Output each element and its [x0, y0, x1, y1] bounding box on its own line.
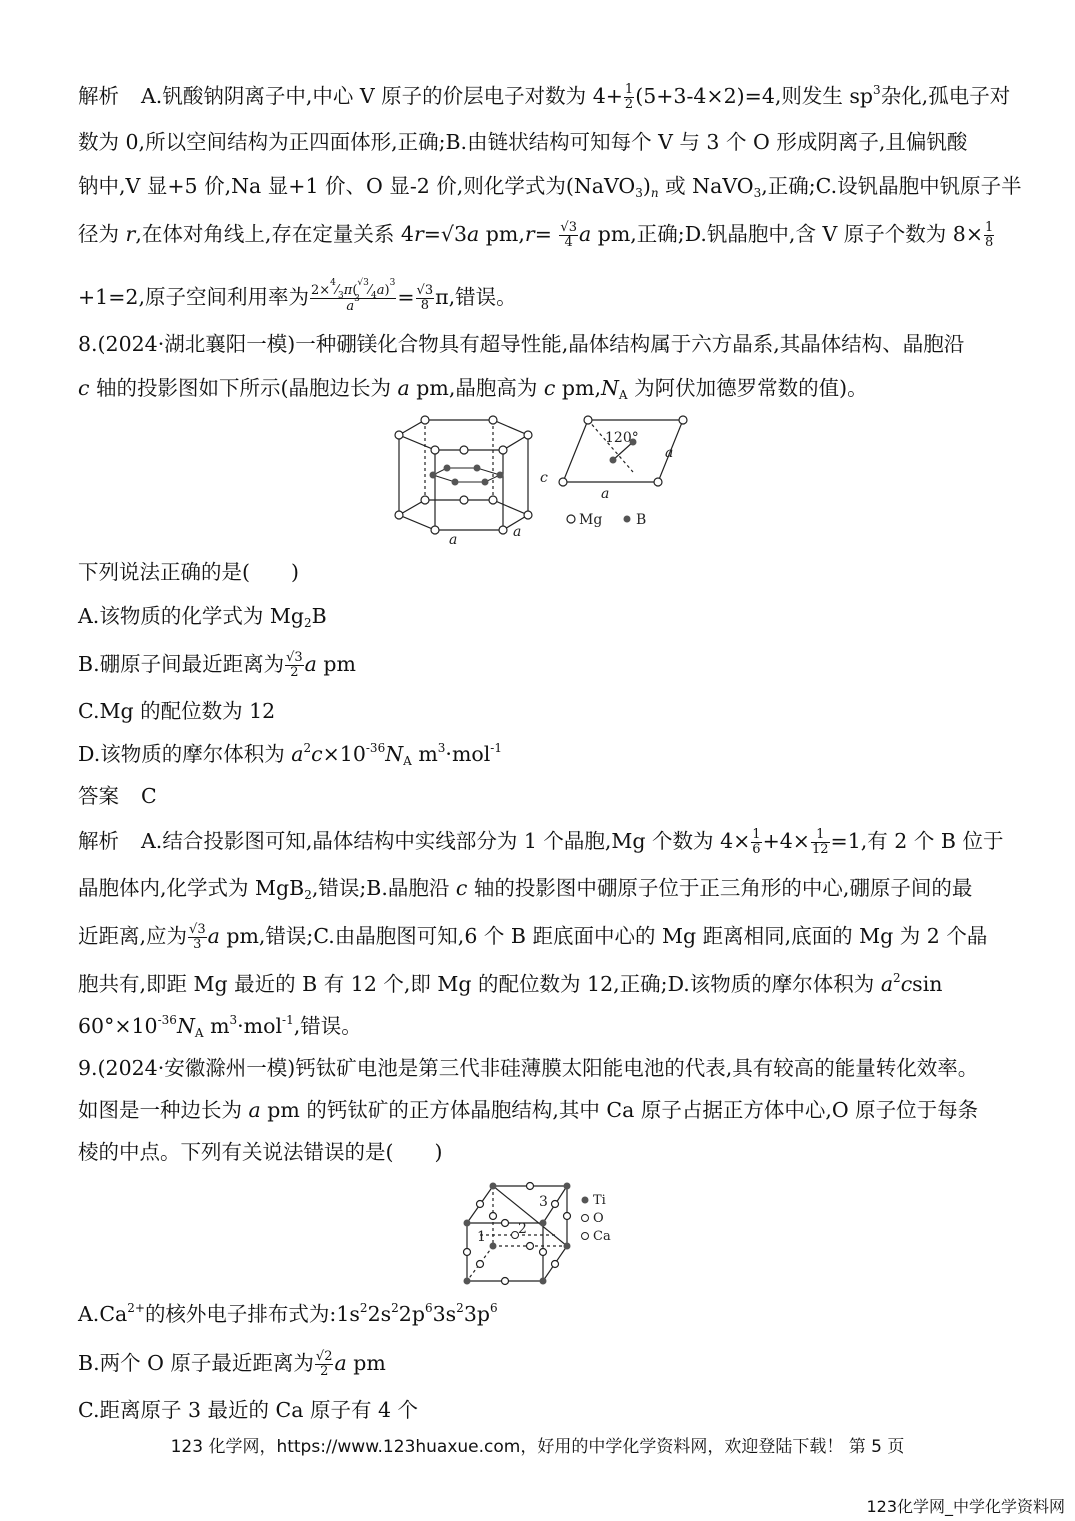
svg-text:a: a — [513, 524, 522, 540]
fraction: $\frac{1}{2}$ — [624, 82, 634, 112]
q8-analysis-line4: 胞共有,即距 Mg 最近的 B 有 12 个,即 Mg 的配位数为 12,正确;D.该物质的摩尔体积为 $a^2csin$ — [78, 971, 943, 996]
fraction: $\frac{√3}{4}$ — [560, 220, 577, 250]
analysis7-line3: 钠中,V 显+5 价,Na 显+1 价、O 显-2 价,则化学式为$(NaVO_3)_n$ 或 NaVO$_3$,正确;C.设钒晶胞中钒原子半 — [78, 174, 1022, 200]
fraction: $\frac{√3}{3}$ — [189, 922, 206, 952]
fraction: $\frac{1}{6}$ — [752, 827, 761, 857]
analysis7-line2: 数为 0,所以空间结构为正四面体形,正确;B.由链状结构可知每个 V 与 3 个 O 形成阴离子,且偏钒酸 — [78, 130, 968, 154]
svg-text:3: 3 — [539, 1194, 548, 1210]
svg-text:Ca: Ca — [593, 1229, 611, 1244]
svg-text:2: 2 — [518, 1221, 527, 1237]
fraction: $\frac{√2}{2}$ — [315, 1349, 333, 1379]
q8-answer: 答案 C — [78, 784, 157, 808]
analysis-label: 解析 — [78, 84, 119, 108]
q8-stem-line2: c 轴的投影图如下所示(晶胞边长为 a pm,晶胞高为 c $pm,N_A$ 为阿伏加德罗常数的值)。 — [78, 376, 868, 402]
page-footer: 123 化学网，https://www.123huaxue.com，好用的中学化学资料网，欢迎登陆下载！ 第 5 页 — [170, 1437, 905, 1457]
q9-stem-line3: 棱的中点。下列有关说法错误的是( ) — [78, 1140, 443, 1164]
fraction: $\frac{2\times^4⁄_3\pi(^{√3}⁄_4a)^3}{a^3}$ — [310, 278, 396, 314]
q9-option-a: $A.Ca^{2+}$的核外电子排布式为$:1s^22s^22p^63s^23p^6$ — [78, 1301, 498, 1326]
q8-analysis-line5: $60^\circ\times 10^{-36}N_A$ $m^3\cdot mol^{-1}$,错误。 — [78, 1013, 362, 1040]
svg-text:1: 1 — [477, 1229, 486, 1245]
q9-stem-line2: 如图是一种边长为 a pm 的钙钛矿的正方体晶胞结构,其中 Ca 原子占据正方体中心,O 原子位于每条 — [78, 1098, 979, 1122]
svg-text:120°: 120° — [605, 430, 639, 446]
analysis7-line1: 解析 A.钒酸钠阴离子中,中心 V 原子的价层电子对数为 4+ $\frac{1}{2}$ (5+3-4×2)=4,则发生 $sp^3$杂化,孤电子对 — [78, 82, 1011, 112]
answer-value: C — [141, 784, 157, 808]
svg-text:c: c — [540, 470, 548, 486]
q8-analysis-line3: 近距离,应为 $\frac{√3}{3}$ a pm,错误;C.由晶胞图可知,6 个 B 距底面中心的 Mg 距离相同,底面的 Mg 为 2 个晶 — [78, 922, 988, 952]
fraction: $\frac{1}{8}$ — [985, 220, 994, 250]
site-watermark: 123化学网_中学化学资料网 — [866, 1497, 1065, 1516]
fraction: $\frac{√3}{8}$ — [416, 283, 434, 313]
q9-figure — [455, 1178, 630, 1288]
analysis7-line5: +1=2,原子空间利用率为 $\frac{2\times^4⁄_3\pi(^{√3}⁄_4a)^3}{a^3}$ = $\frac{√3}{8}$ π,错误。 — [78, 278, 517, 314]
svg-text:O: O — [593, 1211, 604, 1226]
fraction: $\frac{1}{12}$ — [811, 827, 829, 857]
q8-figure — [385, 412, 705, 552]
svg-text:Ti: Ti — [593, 1193, 606, 1208]
svg-text:a: a — [665, 445, 674, 461]
q8-option-d: D.该物质的摩尔体积为 $a^2c\times 10^{-36}N_A$ $m^3\cdot mol^{-1}$ — [78, 741, 502, 768]
q8-option-c: C.Mg 的配位数为 12 — [78, 699, 276, 723]
svg-text:a: a — [601, 486, 610, 502]
q9-option-c: C.距离原子 3 最近的 Ca 原子有 4 个 — [78, 1398, 419, 1422]
q8-option-b: B.硼原子间最近距离为 $\frac{√3}{2}$ a pm — [78, 650, 356, 680]
analysis7-line4: 径为 r,在体对角线上,存在定量关系 4r=√3a pm,r= $\frac{√3}{4}$ a pm,正确;D.钒晶胞中,含 V 原子个数为 8× $\frac{1}{8}$ — [78, 220, 994, 250]
svg-text:a: a — [449, 532, 458, 548]
svg-text:B: B — [636, 512, 647, 528]
q9-stem-line1: 9.(2024·安徽滁州一模)钙钛矿电池是第三代非硅薄膜太阳能电池的代表,具有较高的能量转化效率。 — [78, 1056, 979, 1080]
q8-stem-line1: 8.(2024·湖北襄阳一模)一种硼镁化合物具有超导性能,晶体结构属于六方晶系,其晶体结构、晶胞沿 — [78, 332, 965, 356]
svg-text:Mg: Mg — [579, 512, 603, 528]
q9-option-b: B.两个 O 原子最近距离为 $\frac{√2}{2}$ a pm — [78, 1349, 386, 1379]
q8-option-a: A.该物质的化学式为 $Mg_2B$ — [78, 604, 327, 630]
q8-analysis-line1: 解析 A.结合投影图可知,晶体结构中实线部分为 1 个晶胞,Mg 个数为 4× $\frac{1}{6}$ +4× $\frac{1}{12}$ =1,有 2 个 B 位于 — [78, 827, 1004, 857]
q8-prompt: 下列说法正确的是( ) — [78, 560, 299, 584]
q8-analysis-line2: 晶胞体内,化学式为 MgB$_2$,错误;B.晶胞沿 c 轴的投影图中硼原子位于正三角形的中心,硼原子间的最 — [78, 876, 973, 902]
fraction: $\frac{√3}{2}$ — [286, 650, 303, 680]
